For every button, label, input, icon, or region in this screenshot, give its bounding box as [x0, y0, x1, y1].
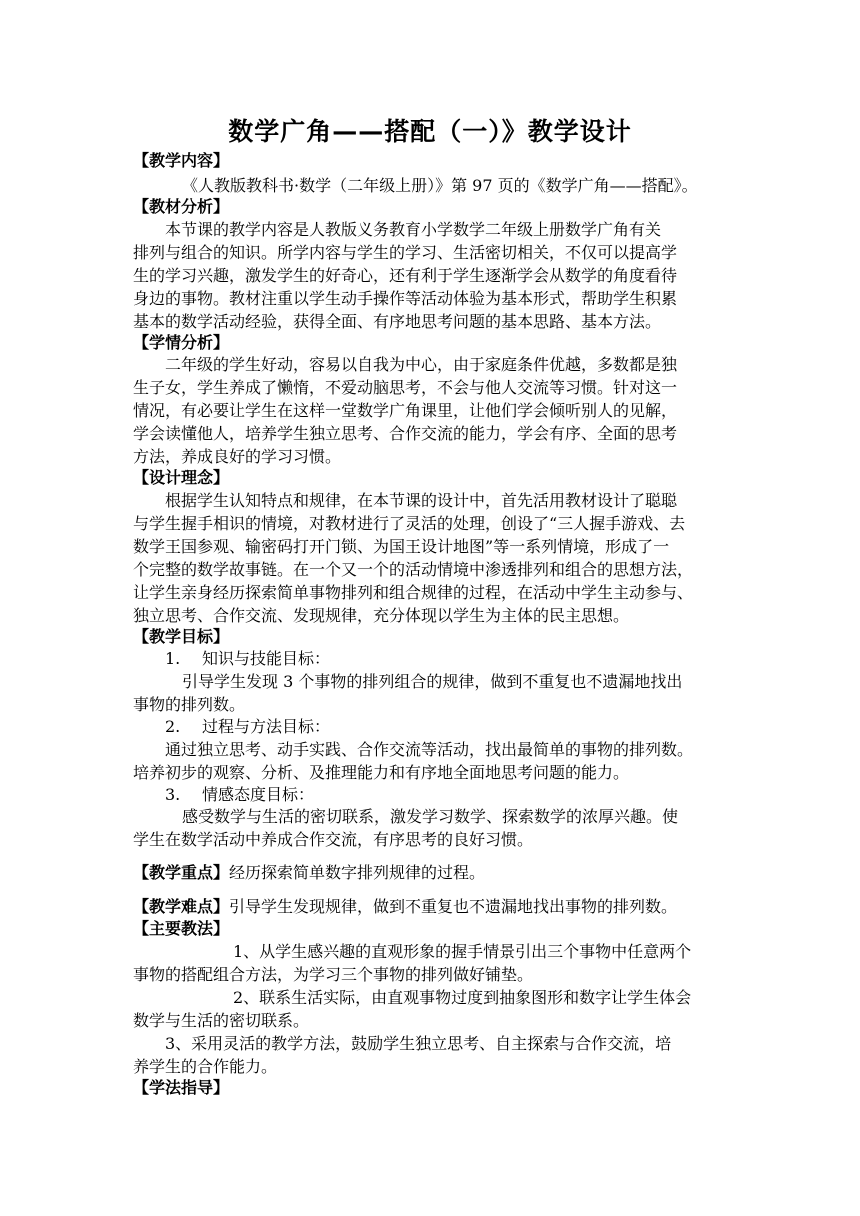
concept-line: 数学王国参观、输密码打开门锁、为国王设计地图”等一系列情境，形成了一	[133, 537, 670, 556]
methods-line: 养学生的合作能力。	[133, 1057, 278, 1076]
goal-label: 过程与方法目标：	[202, 717, 331, 736]
difficulty-text: 引导学生发现规律，做到不重复也不遗漏地找出事物的排列数。	[229, 897, 678, 916]
concept-line: 个完整的数学故事链。在一个又一个的活动情境中渗透排列和组合的思想方法，	[133, 560, 694, 579]
goal-line: 培养初步的观察、分析、及推理能力和有序地全面地思考问题的能力。	[133, 763, 630, 782]
goal-label: 情感态度目标：	[202, 785, 315, 804]
heading-content: 【教学内容】	[133, 151, 230, 170]
methods-line: 1、从学生感兴趣的直观形象的握手情景引出三个事物中任意两个	[233, 942, 692, 961]
goal-line: 感受数学与生活的密切联系，激发学习数学、探索数学的浓厚兴趣。使	[182, 807, 679, 826]
goal-label: 知识与技能目标：	[202, 649, 331, 668]
key-point-row	[133, 862, 485, 884]
goal-line: 通过独立思考、动手实践、合作交流等活动，找出最简单的事物的排列数。	[165, 740, 694, 759]
students-line: 生子女，学生养成了懒惰，不爱动脑思考，不会与他人交流等习惯。针对这一	[133, 378, 678, 397]
students-line: 方法，养成良好的学习习惯。	[133, 447, 342, 466]
students-line: 情况，有必要让学生在这样一堂数学广角课里，让他们学会倾听别人的见解，	[133, 401, 678, 420]
heading-methods: 【主要教法】	[133, 919, 230, 938]
heading-key: 【教学重点】	[133, 863, 230, 882]
goal-line: 学生在数学活动中养成合作交流，有序思考的良好习惯。	[133, 830, 534, 849]
goal-number: 1.	[165, 649, 181, 668]
page-title: 数学广角——搭配（一）》教学设计	[228, 117, 632, 146]
methods-line: 数学与生活的密切联系。	[133, 1011, 310, 1030]
analysis-line: 生的学习兴趣，激发学生的好奇心，还有利于学生逐渐学会从数学的角度看待	[133, 266, 678, 285]
heading-difficulty: 【教学难点】	[133, 897, 230, 916]
concept-line: 让学生亲身经历探索简单事物排列和组合规律的过程，在活动中学生主动参与、	[133, 583, 694, 602]
methods-line: 2、联系生活实际，由直观事物过度到抽象图形和数字让学生体会	[233, 988, 692, 1007]
concept-line: 根据学生认知特点和规律，在本节课的设计中，首先活用教材设计了聪聪	[165, 491, 678, 510]
goal-line: 引导学生发现 3 个事物的排列组合的规律，做到不重复也不遗漏地找出	[182, 672, 683, 691]
heading-concept: 【设计理念】	[133, 468, 230, 487]
students-line: 学会读懂他人，培养学生独立思考、合作交流的能力，学会有序、全面的思考	[133, 424, 678, 443]
heading-study: 【学法指导】	[133, 1078, 230, 1097]
heading-goals: 【教学目标】	[133, 627, 230, 646]
heading-analysis: 【教材分析】	[133, 197, 230, 216]
goal-number: 2.	[165, 717, 181, 736]
students-line: 二年级的学生好动，容易以自我为中心，由于家庭条件优越，多数都是独	[165, 355, 678, 374]
concept-line: 独立思考、合作交流、发现规律，充分体现以学生为主体的民主思想。	[133, 606, 630, 625]
analysis-line: 排列与组合的知识。所学内容与学生的学习、生活密切相关，不仅可以提高学	[133, 243, 678, 262]
methods-line: 3、采用灵活的教学方法，鼓励学生独立思考、自主探索与合作交流，培	[165, 1034, 672, 1053]
key-text: 经历探索简单数字排列规律的过程。	[229, 863, 486, 882]
goal-line: 事物的排列数。	[133, 695, 246, 714]
methods-line: 事物的搭配组合方法，为学习三个事物的排列做好铺垫。	[133, 965, 534, 984]
heading-students: 【学情分析】	[133, 333, 230, 352]
concept-line: 与学生握手相识的情境，对教材进行了灵活的处理，创设了“三人握手游戏、去	[133, 514, 686, 533]
analysis-line: 身边的事物。教材注重以学生动手操作等活动体验为基本形式，帮助学生积累	[133, 289, 678, 308]
difficulty-row	[133, 896, 677, 918]
analysis-line: 本节课的教学内容是人教版义务教育小学数学二年级上册数学广角有关	[165, 220, 662, 239]
goal-number: 3.	[165, 785, 181, 804]
content-line: 《人教版教科书·数学（二年级上册）》第 97 页的《数学广角——搭配》。	[182, 176, 698, 195]
analysis-line: 基本的数学活动经验，获得全面、有序地思考问题的基本思路、基本方法。	[133, 312, 662, 331]
